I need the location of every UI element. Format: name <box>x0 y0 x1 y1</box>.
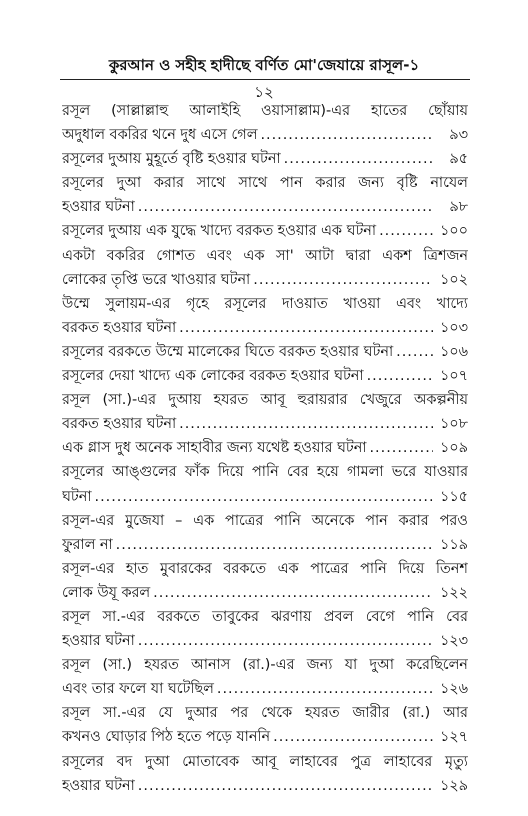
toc-entry-title: রসূলের দেয়া খাদ্যে এক লোকের বরকত হওয়ার ঘটনা <box>62 368 364 385</box>
toc-entry-title: হওয়ার ঘটনা <box>62 777 135 794</box>
toc-entry-word: এক <box>243 247 265 264</box>
toc-page-number: ৯৫ <box>449 151 468 168</box>
toc-entry-word: প্রবল <box>323 608 354 625</box>
toc-entry-word: হযরত <box>144 657 179 674</box>
toc-entry-word: দাওয়াত <box>281 295 328 312</box>
toc-entry-title: লোক উযূ করল <box>62 584 151 601</box>
toc-entry-word: হাতের <box>370 103 408 119</box>
toc-entry-word: আলাইহি <box>189 103 241 119</box>
toc-entry <box>62 509 468 557</box>
toc-entry-title: লোকের তৃপ্তি ভরে খাওয়ার ঘটনা <box>62 271 251 288</box>
toc-entry-line <box>62 653 468 677</box>
toc-entry-word: করার <box>153 175 184 192</box>
toc-entry-word: বরকতে <box>223 560 266 577</box>
toc-entry-word: ভরে <box>391 464 417 481</box>
toc-entry-word: ত্রিশজন <box>423 247 468 264</box>
toc-entry-word: আনাস <box>191 657 231 674</box>
toc-entry-word: রসূল <box>62 392 91 409</box>
toc-entry <box>62 436 468 460</box>
toc-entry-word: রসূল <box>62 103 91 119</box>
dot-leader <box>179 412 433 436</box>
toc-entry-line <box>62 195 468 219</box>
toc-entry-word: বরকতে <box>157 608 200 625</box>
toc-entry-word: বদ <box>116 753 133 770</box>
toc-entry-word: ঝরণায় <box>271 608 312 625</box>
toc-entry-word: লাহাবের <box>383 753 433 770</box>
toc-entry-word: ফাঁক <box>184 464 210 481</box>
dot-leader <box>116 533 433 557</box>
toc-entry-word: রসূল <box>62 657 91 674</box>
toc-entry-word: দুআ <box>369 657 394 674</box>
toc-entry-word: সা.-এর <box>103 705 146 722</box>
toc-entry-word: রসূলের <box>62 464 104 481</box>
toc-entry-title: ফুরাল না <box>62 536 113 553</box>
toc-entry <box>62 460 468 508</box>
toc-entry-word: একশ <box>382 247 412 264</box>
toc-entry-word: যে <box>158 705 173 722</box>
toc-entry-word: মৃত্যু <box>444 753 468 770</box>
toc-entry-word: বেগে <box>365 608 395 625</box>
toc-entry-line <box>62 509 468 533</box>
toc-entry-word: পাত্রের <box>225 512 264 529</box>
toc-page-number: ১০৩ <box>439 319 468 336</box>
toc-entry-word: দিয়ে <box>398 560 425 577</box>
page-number: ১২ <box>254 83 274 101</box>
toc-page-number: ১২৭ <box>439 729 468 746</box>
toc-entry-line <box>62 171 468 195</box>
toc-entry-word: দ্বারা <box>345 247 371 264</box>
dot-leader <box>217 677 433 701</box>
toc-entry-line <box>62 244 468 268</box>
toc-entry <box>62 388 468 436</box>
dot-leader <box>153 581 433 605</box>
toc-page-number: ১০৬ <box>439 343 468 360</box>
toc-entry-word: এবং <box>395 295 422 312</box>
toc-entry-word: মুবারকের <box>159 560 212 577</box>
toc-entry <box>62 701 468 749</box>
toc-entry <box>62 147 468 171</box>
toc-entry <box>62 219 468 243</box>
toc-entry-word: বের <box>286 464 309 481</box>
toc-entry-word: দুআয় <box>168 392 202 409</box>
toc-entry-word: খাওয়া <box>343 295 381 312</box>
toc-entry-line <box>62 460 468 484</box>
toc-entry-line <box>62 725 468 749</box>
toc-entry-word: অকল্পনীয় <box>413 392 468 409</box>
toc-entry-line <box>62 147 468 171</box>
toc-entry-word: রসূল-এর <box>62 512 115 529</box>
toc-page-number: ১২৩ <box>439 633 468 650</box>
toc-entry-title: রসূলের দুআয় এক যুদ্ধে খাদ্যে বরকত হওয়ার এক ঘটনা <box>62 223 377 240</box>
toc-page-number: ১১৫ <box>439 488 468 505</box>
toc-entry-word: (সা.) <box>102 657 132 674</box>
toc-entry-line <box>62 629 468 653</box>
toc-entry-title: হওয়ার ঘটনা <box>62 199 135 216</box>
toc-entry-line <box>62 388 468 412</box>
toc-entry-line <box>62 485 468 509</box>
toc-entry-word: সা.-এর <box>102 608 145 625</box>
toc-entry <box>62 99 468 147</box>
dot-leader <box>138 195 433 219</box>
toc-entry-word: আঙ্গুলের <box>112 464 177 481</box>
toc-entry-word: অনেকে <box>311 512 355 529</box>
toc-entry-title: রসূলের দুআয় মুহূর্তে বৃষ্টি হওয়ার ঘটনা <box>62 151 281 168</box>
toc-entry-title: হওয়ার ঘটনা <box>62 633 135 650</box>
toc-entry-word: রসূলের <box>62 175 104 192</box>
toc-page-number: ১০৭ <box>439 368 468 385</box>
toc-entry-line <box>62 123 468 147</box>
toc-entry-word: হাত <box>125 560 149 577</box>
toc-page-number: ১০০ <box>439 223 468 240</box>
dot-leader <box>138 774 433 798</box>
toc-entry-title: ঘটনা <box>62 488 92 505</box>
toc-entry-word: নাযেল <box>430 175 468 192</box>
toc-entry-word: পান <box>365 512 388 529</box>
toc-entry-word: দিয়ে <box>217 464 244 481</box>
toc-entry-title: বরকত হওয়ার ঘটনা <box>62 416 177 433</box>
toc-entry-word: (রা.) <box>402 705 431 722</box>
toc-entry-word: বৃষ্টি <box>396 175 418 192</box>
toc-entry-word: জারীর <box>352 705 390 722</box>
toc-entry-line <box>62 581 468 605</box>
running-head: কুরআন ও সহীহ হাদীছে বর্ণিত মো'জেযায়ে রাসূল-১ <box>108 56 420 74</box>
toc-entry-line <box>62 340 468 364</box>
toc-entry-word: পান <box>280 175 303 192</box>
toc-entry <box>62 292 468 340</box>
toc-entry-word: আর <box>443 705 468 722</box>
dot-leader <box>95 485 434 509</box>
toc-entry-title: কখনও ঘোড়ার পিঠ হতে পড়ে যাননি <box>62 729 271 746</box>
toc-entry-word: খাদ্যে <box>436 295 468 312</box>
dot-leader <box>273 725 433 749</box>
toc-entry-line <box>62 533 468 557</box>
toc-entry-word: যা <box>344 657 358 674</box>
toc-page-number: ১১৯ <box>439 536 468 553</box>
toc-page-number: ১০২ <box>439 271 468 288</box>
toc-entry-word: আটা <box>305 247 335 264</box>
toc-entry-word: থেকে <box>261 705 293 722</box>
toc-entry-word: ছোঁয়ায় <box>428 103 468 119</box>
toc-page-number: ৯৩ <box>449 127 468 144</box>
toc-page-number: ১২২ <box>439 584 468 601</box>
toc-entry-word: করার <box>315 175 346 192</box>
table-of-contents <box>62 99 468 798</box>
toc-entry <box>62 364 468 388</box>
toc-entry-word: (রা.)-এর <box>242 657 295 674</box>
toc-entry-word: আবূ <box>260 392 286 409</box>
toc-entry-title: এক গ্লাস দুধ অনেক সাহাবীর জন্য যথেষ্ট হওয়ার ঘটনা <box>62 440 367 457</box>
toc-entry-word: সুলায়ম-এর <box>105 295 171 312</box>
toc-entry-word: পানি <box>407 608 434 625</box>
toc-entry-word: পানি <box>360 560 387 577</box>
toc-entry-word: একটা <box>62 247 96 264</box>
toc-entry-word: রসূলের <box>224 295 267 312</box>
toc-entry-word: পানি <box>274 512 301 529</box>
toc-entry-line <box>62 316 468 340</box>
toc-entry <box>62 557 468 605</box>
toc-entry-word: দুআর <box>185 705 218 722</box>
toc-entry-word: মুজেযা <box>125 512 165 529</box>
toc-entry-word: রসূলের <box>62 753 104 770</box>
toc-entry-word: সাথে <box>238 175 268 192</box>
toc-entry-word: সাথে <box>196 175 226 192</box>
dot-leader <box>379 219 433 243</box>
toc-page-number: ১২৯ <box>439 777 468 794</box>
toc-entry-word: লাহাবের <box>289 753 338 770</box>
toc-entry <box>62 340 468 364</box>
toc-entry-line <box>62 750 468 774</box>
dot-leader <box>396 340 433 364</box>
toc-entry-word: দুআ <box>116 175 142 192</box>
toc-entry <box>62 750 468 798</box>
toc-entry-word: দুআ <box>145 753 170 770</box>
dot-leader <box>284 147 433 171</box>
toc-entry-word: বকরির <box>106 247 145 264</box>
toc-entry-word: রসূল-এর <box>62 560 115 577</box>
toc-entry-word: গৃহে <box>185 295 209 312</box>
toc-page-number: ১২৬ <box>439 681 468 698</box>
toc-entry-word: হয়ে <box>316 464 339 481</box>
toc-entry-title: এবং তার ফলে যা ঘটেছিল <box>62 681 214 698</box>
dot-leader <box>253 268 433 292</box>
toc-entry-word: রসূল <box>62 608 91 625</box>
toc-entry-word: মোতাবেক <box>182 753 240 770</box>
toc-entry-line <box>62 436 468 460</box>
toc-entry <box>62 653 468 701</box>
toc-entry-word: পানি <box>252 464 279 481</box>
toc-entry-line <box>62 292 468 316</box>
toc-entry-word: হযরত <box>213 392 249 409</box>
toc-entry <box>62 605 468 653</box>
toc-entry-line <box>62 677 468 701</box>
toc-entry-line <box>62 219 468 243</box>
toc-entry-line <box>62 99 468 123</box>
toc-entry-word: – <box>175 512 183 529</box>
toc-entry-word: জন্য <box>358 175 384 192</box>
toc-entry-word: পুত্র <box>350 753 371 770</box>
toc-entry-word: রসূল <box>62 705 91 722</box>
dot-leader <box>260 123 433 147</box>
toc-entry-line <box>62 412 468 436</box>
toc-entry-line <box>62 268 468 292</box>
toc-entry-word: পরও <box>439 512 468 529</box>
toc-entry <box>62 171 468 219</box>
dot-leader <box>138 629 433 653</box>
toc-entry-line <box>62 557 468 581</box>
toc-entry-word: গোশত <box>156 247 196 264</box>
toc-entry-word: তাবুকের <box>212 608 259 625</box>
toc-entry-word: সা' <box>276 247 294 264</box>
header-rule <box>60 79 470 80</box>
toc-entry-line <box>62 774 468 798</box>
toc-entry-line <box>62 605 468 629</box>
toc-entry-word: খেজুরে <box>359 392 402 409</box>
toc-page-number: ১০৯ <box>439 440 468 457</box>
dot-leader <box>369 436 433 460</box>
toc-entry-word: বের <box>446 608 468 625</box>
toc-entry-title: রসূলের বরকতে উম্মে মালেকের ঘিতে বরকত হওয়ার ঘটনা <box>62 343 394 360</box>
dot-leader <box>179 316 433 340</box>
toc-entry-word: হযরত <box>305 705 340 722</box>
toc-page-number: ৯৮ <box>449 199 468 216</box>
toc-entry-word: এবং <box>206 247 232 264</box>
toc-entry-word: জন্য <box>306 657 333 674</box>
toc-entry-word: পর <box>230 705 249 722</box>
toc-entry-word: (সা.)-এর <box>102 392 157 409</box>
toc-entry-word: তিনশ <box>435 560 468 577</box>
dot-leader <box>367 364 433 388</box>
toc-entry-word: উম্মে <box>62 295 90 312</box>
toc-entry-word: আবূ <box>251 753 277 770</box>
toc-entry-word: এক <box>193 512 215 529</box>
toc-entry-word: পাত্রের <box>310 560 349 577</box>
toc-entry <box>62 244 468 292</box>
toc-entry-word: (সাল্লাল্লাহু <box>111 103 169 119</box>
toc-entry-word: যাওয়ার <box>424 464 468 481</box>
toc-entry-word: এক <box>277 560 299 577</box>
toc-page-number: ১০৮ <box>439 416 468 433</box>
toc-entry-line <box>62 364 468 388</box>
toc-entry-word: হুরায়রার <box>297 392 348 409</box>
toc-entry-line <box>62 701 468 725</box>
toc-entry-title: অদুধাল বকরির থনে দুধ এসে গেল <box>62 127 258 144</box>
toc-entry-word: ওয়াসাল্লাম)-এর <box>261 103 351 119</box>
toc-entry-word: গামলা <box>346 464 384 481</box>
toc-entry-title: বরকত হওয়ার ঘটনা <box>62 319 177 336</box>
toc-entry-word: করার <box>398 512 429 529</box>
toc-entry-word: করেছিলেন <box>406 657 468 674</box>
